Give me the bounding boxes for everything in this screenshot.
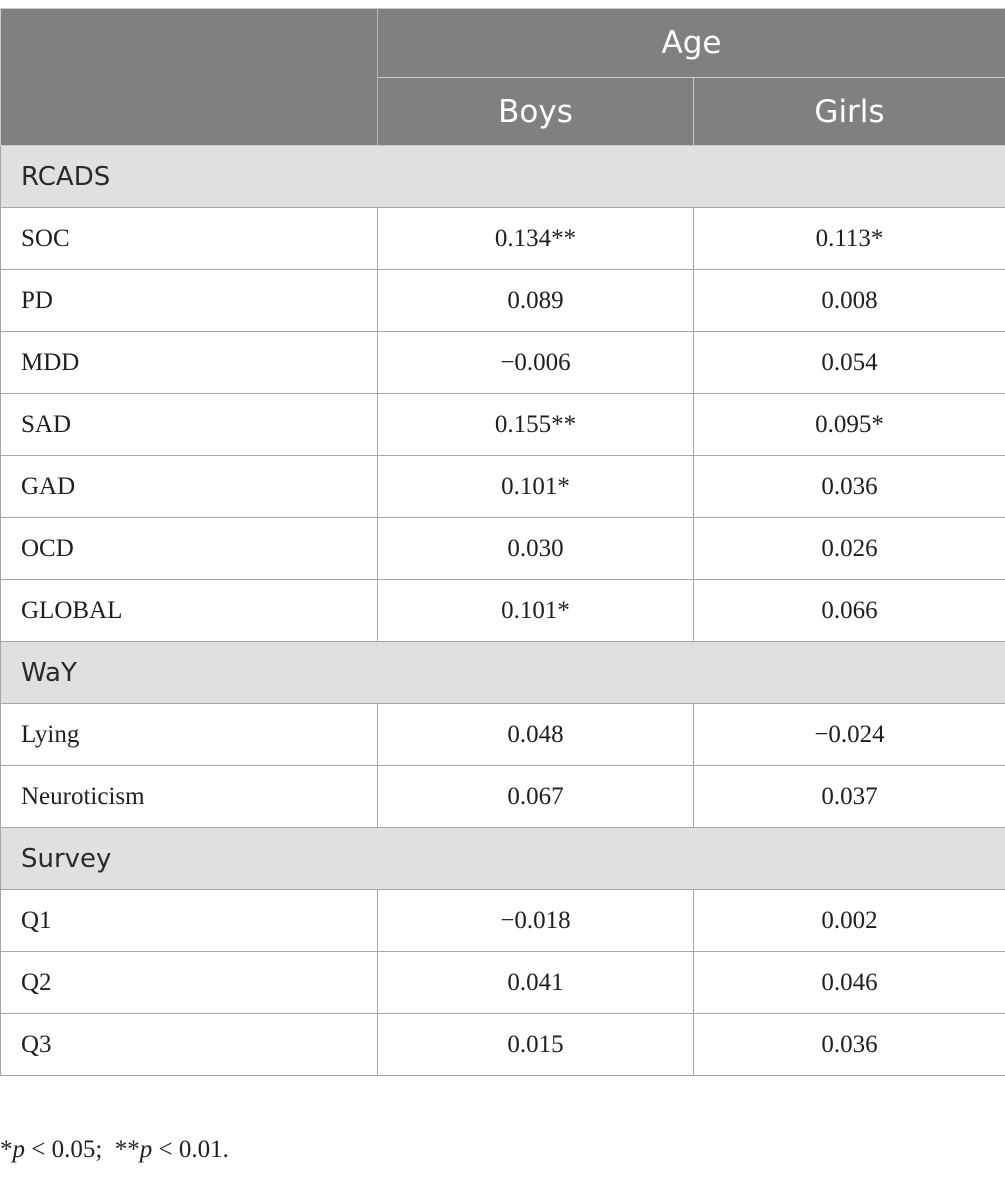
boys-value: 0.041 [378, 952, 694, 1014]
girls-value: 0.054 [694, 332, 1005, 394]
table-row [1, 580, 1005, 642]
header-boys: Boys [378, 78, 694, 146]
footnote-star-2: ** [114, 1136, 140, 1163]
row-label: Q2 [1, 952, 378, 1014]
section-label: WaY [1, 642, 1005, 704]
header-row-group [1, 9, 1005, 78]
section-row [1, 828, 1005, 890]
boys-value: 0.155** [378, 394, 694, 456]
row-label: MDD [1, 332, 378, 394]
row-label: GAD [1, 456, 378, 518]
row-label: SAD [1, 394, 378, 456]
footnote-threshold-1: < 0.05; [25, 1136, 115, 1163]
table-footnote [0, 1136, 229, 1164]
girls-value: 0.036 [694, 456, 1005, 518]
header-corner-cell [1, 9, 378, 146]
header-girls: Girls [694, 78, 1005, 146]
boys-value: 0.015 [378, 1014, 694, 1076]
girls-value: 0.008 [694, 270, 1005, 332]
table-row [1, 766, 1005, 828]
row-label: Lying [1, 704, 378, 766]
table-row [1, 704, 1005, 766]
girls-value: 0.113* [694, 208, 1005, 270]
boys-value: 0.067 [378, 766, 694, 828]
row-label: PD [1, 270, 378, 332]
row-label: SOC [1, 208, 378, 270]
girls-value: 0.036 [694, 1014, 1005, 1076]
row-label: Q3 [1, 1014, 378, 1076]
section-label: Survey [1, 828, 1005, 890]
girls-value: 0.095* [694, 394, 1005, 456]
footnote-p-2: p [139, 1136, 153, 1163]
girls-value: 0.066 [694, 580, 1005, 642]
section-row [1, 146, 1005, 208]
table-row [1, 456, 1005, 518]
row-label: OCD [1, 518, 378, 580]
row-label: GLOBAL [1, 580, 378, 642]
correlation-table [0, 8, 1005, 1076]
girls-value: 0.046 [694, 952, 1005, 1014]
table-row [1, 890, 1005, 952]
boys-value: 0.048 [378, 704, 694, 766]
section-label: RCADS [1, 146, 1005, 208]
row-label: Q1 [1, 890, 378, 952]
correlation-table-container [0, 8, 1005, 1076]
table-row [1, 208, 1005, 270]
header-age: Age [378, 9, 1005, 78]
footnote-threshold-2: < 0.01. [152, 1136, 229, 1163]
table-row [1, 394, 1005, 456]
table-row [1, 952, 1005, 1014]
girls-value: −0.024 [694, 704, 1005, 766]
girls-value: 0.026 [694, 518, 1005, 580]
boys-value: −0.006 [378, 332, 694, 394]
row-label: Neuroticism [1, 766, 378, 828]
table-row [1, 270, 1005, 332]
table-row [1, 332, 1005, 394]
footnote-star-1: * [0, 1136, 13, 1163]
girls-value: 0.037 [694, 766, 1005, 828]
table-row [1, 518, 1005, 580]
girls-value: 0.002 [694, 890, 1005, 952]
footnote-p-1: p [12, 1136, 25, 1163]
boys-value: 0.030 [378, 518, 694, 580]
table-row [1, 1014, 1005, 1076]
section-row [1, 642, 1005, 704]
boys-value: 0.089 [378, 270, 694, 332]
boys-value: 0.134** [378, 208, 694, 270]
boys-value: −0.018 [378, 890, 694, 952]
table-body [1, 146, 1005, 1076]
boys-value: 0.101* [378, 580, 694, 642]
boys-value: 0.101* [378, 456, 694, 518]
